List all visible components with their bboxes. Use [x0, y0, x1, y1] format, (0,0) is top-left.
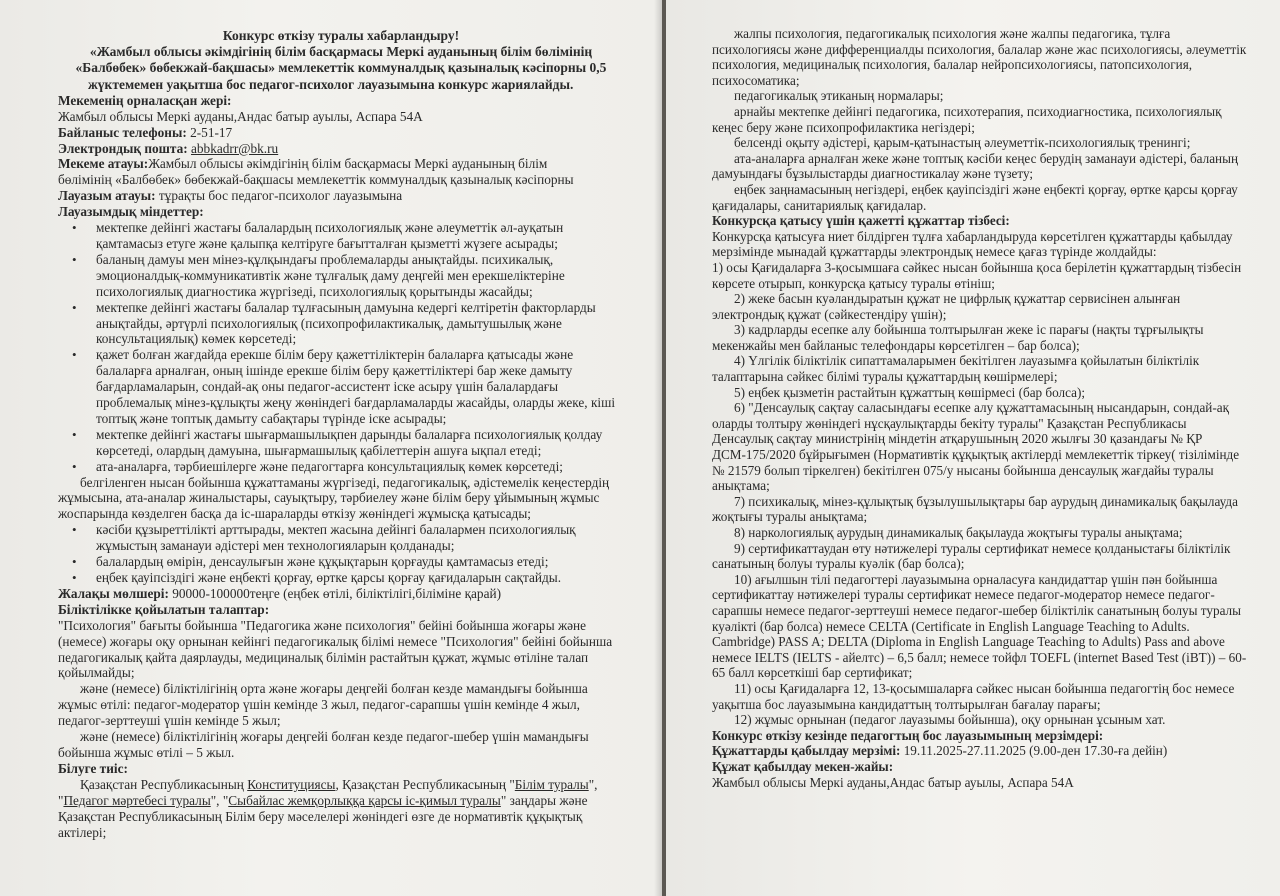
knowledge-item: жалпы психология, педагогикалық психология және жалпы педагогика, тұлға психологиясы және дифференциалды психология, балалар және жас психологиясы, әлеуметтік психология, медициналық психология, балалар нейропсихологиясы, патопсихология, психосоматика;: [712, 26, 1247, 88]
knowledge-item: ата-аналарға арналған жеке және топтық кәсіби кеңес берудің заманауи әдістері, баланың дамуындағы бұзылыстарды диагностикалау және түзету;: [712, 150, 1239, 182]
announcement-subtitle-line: «Жамбыл облысы әкімдігінің білім басқармасы Меркі ауданының білім бөлімінің: [89, 44, 593, 60]
email-link[interactable]: abbkadrr@bk.ru: [191, 140, 279, 156]
email-label: Электрондық пошта:: [58, 140, 188, 156]
anticorruption-law-link[interactable]: Сыбайлас жемқорлыққа қарсы іс-қимыл туралы: [228, 792, 501, 808]
knowledge-paragraph: [58, 777, 624, 841]
duty-item: • мектепке дейінгі жастағы балалардың психологиялық және әлеуметтік әл-ауқатын қамтамасыз етуге және қалыпқа келтіруге бағытталған қызметті жүзеге асырады;: [96, 220, 624, 252]
knowledge-text: " заңдары және Қазақстан Республикасының Білім беру мәселелері жөніндегі өзге де нормативтік құқықтық актілері;: [58, 792, 588, 840]
duty-item: • кәсіби құзыреттілікті арттырады, мектеп жасына дейінгі балалармен психологиялық жұмыстың заманауи әдістері мен технологияларын қолданады;: [96, 522, 624, 554]
duty-item: • балалардың өмірін, денсаулығын және құқықтарын қорғауды қамтамасыз етеді;: [96, 554, 624, 570]
position-label: Лауазым атауы:: [58, 188, 156, 204]
document-item: 8) наркологиялық аурудың динамикалық бақылауда жоқтығы туралы анықтама;: [734, 525, 1183, 540]
phone-line: [58, 125, 624, 141]
requirements-paragraph: және (немесе) біліктілігінің орта және жоғары деңгейі болған кезде мамандығы бойынша жұмыс өтілі: педагог-модератор үшін кемінде 3 жыл, педагог-сарапшы үшін кемінде 4 жыл, педагог-зерттеуші үшін кемінде 5 жыл;: [58, 681, 588, 729]
accept-label: Құжаттарды қабылдау мерзімі:: [712, 743, 904, 759]
document-item: 1) осы Қағидаларға 3-қосымшаға сәйкес нысан бойынша қоса берілетін құжаттардың тізбесін көрсете отырып, конкурсқа қатысу туралы өтініш;: [712, 259, 1242, 291]
document-item: 11) осы Қағидаларға 12, 13-қосымшаларға сәйкес нысан бойынша педагогтің бос немесе уақытша бос лауазымына кандидаттың толтырылған бағалау парағы;: [712, 680, 1235, 712]
knowledge-item: белсенді оқыту әдістері, қарым-қатынастың әлеуметтік-психологиялық тренингі;: [734, 135, 1191, 151]
duty-item: • еңбек қауіпсіздігі және еңбекті қорғау, өртке қарсы қорғау қағидаларын сақтайды.: [96, 570, 624, 586]
deadline-label: Конкурс өткізу кезінде педагогтың бос лауазымының мерзімдері:: [712, 727, 1104, 743]
document-item: 12) жұмыс орнынан (педагог лауазымы бойынша), оқу орнынан ұсыным хат.: [734, 712, 1166, 728]
document-item: 9) сертификаттаудан өту нәтижелері туралы сертификат немесе қолданыстағы біліктілік санатының болуы туралы куәлік (бар болса);: [712, 540, 1231, 572]
requirements-label: Біліктілікке қойылатын талаптар:: [58, 601, 270, 617]
document-item: 5) еңбек қызметін растайтын құжаттың көшірмесі (бар болса);: [734, 384, 1086, 400]
knowledge-label: Білуге тиіс:: [58, 760, 128, 776]
right-page: [666, 0, 1280, 896]
duty-item: • мектепке дейінгі жастағы шығармашылықпен дарынды балаларға психологиялық қолдау көрсетеді, олардың дамуына, шығармашылық қабілеттерін ашуға ықпал етеді;: [96, 427, 624, 459]
announcement-subtitle-line: жүктемемен уақытша бос педагог-психолог лауазымына конкурс жариялайды.: [88, 76, 574, 92]
org-value: Жамбыл облысы әкімдігінің білім басқармасы Меркі ауданының білім: [148, 156, 548, 172]
documents-intro: Конкурсқа қатысуға ниет білдірген тұлға хабарландыруда көрсетілген құжаттарды қабылдау мерзімінде мынадай құжаттарды электрондық немесе қағаз түрінде жолдайды:: [712, 228, 1233, 260]
org-line: [58, 156, 624, 172]
announcement-title: Конкурс өткізу туралы хабарландыру!: [222, 28, 460, 43]
education-law-link[interactable]: Білім туралы: [514, 776, 589, 792]
salary-line: [58, 586, 624, 602]
knowledge-text: ", ": [210, 792, 229, 808]
duties-list: [58, 220, 624, 475]
document-item: 2) жеке басын куәландыратын құжат не цифрлық құжаттар сервисінен алынған электрондық құжат (сәйкестендіру үшін);: [712, 291, 1181, 322]
location-value: Жамбыл облысы Меркі ауданы,Андас батыр ауылы, Аспара 54А: [58, 108, 423, 124]
duty-paragraph: белгіленген нысан бойынша құжаттаманы жүргізеді, педагогикалық, әдістемелік кеңестердің жұмысына, ата-аналар жиналыстары, сауықтыру, тәрбиелеу және білім беру ұйымының жұмыс жоспарында көзделген басқа да іс-шараларды өткізу жөніндегі жұмысқа қатысады;: [58, 474, 610, 522]
document-item: 7) психикалық, мінез-құлықтық бұзылушылықтары бар аурудың динамикалық бақылауда жоқтығы туралы анықтама;: [712, 493, 1238, 525]
duties-label: Лауазымдық міндеттер:: [58, 204, 204, 220]
duty-item: • баланың дамуы мен мінез-құлқындағы проблемаларды анықтайды. психикалық, эмоционалдық-коммуникативтік және тұлғалық даму деңгейі мен ерекшеліктеріне психологиялық диагностика жүргізеді, психологиялық қорытынды жасайды;: [96, 252, 624, 300]
address-label: Құжат қабылдау мекен-жайы:: [712, 758, 894, 774]
position-value: тұрақты бос педагог-психолог лауазымына: [155, 188, 403, 204]
documents-label: Конкурсқа қатысу үшін қажетті құжаттар тізбесі:: [712, 213, 1010, 229]
salary-label: Жалақы мөлшері:: [58, 585, 169, 601]
duty-item: • қажет болған жағдайда ерекше білім беру қажеттіліктерін балаларға қатысады және балаларға арналған, оның ішінде ерекше білім беру қажеттіліктері бар жеке дамыту бағдарламаларын, сондай-ақ оны педагог-ассистент іске асыру үшін балалардағы проблемалық мінез-құлықты жеңу жөніндегі бағдарламаларды жасайды, оларды жеке, кіші топтық және топтық дамыту сабақтары түрінде іске асырады;: [96, 347, 624, 427]
announcement-subtitle-line: «Балбөбек» бөбекжай-бақшасы» мемлекеттік коммуналдық қазыналық кәсіпорны 0,5: [75, 60, 607, 76]
knowledge-item: педагогикалық этиканың нормалары;: [734, 88, 944, 104]
constitution-link[interactable]: Конституциясы: [247, 776, 336, 792]
knowledge-item: еңбек заңнамасының негіздері, еңбек қауіпсіздігі және еңбекті қорғау, өртке қарсы қорғау қағидалары, санитариялық қағидалар.: [712, 181, 1238, 213]
email-line: [58, 141, 624, 157]
document-item: 3) кадрларды есепке алу бойынша толтырылған жеке іс парағы (нақты тұрғылықты мекенжайы мен байланыс телефондары көрсетілген – бар болса);: [712, 322, 1204, 353]
teacher-status-law-link[interactable]: Педагог мәртебесі туралы: [63, 792, 211, 808]
knowledge-item: арнайы мектепке дейінгі педагогика, психотерапия, психодиагностика, психологиялық кеңес беру және психопрофилактика негіздері;: [712, 103, 1222, 135]
phone-value: 2-51-17: [186, 124, 233, 140]
location-label: Мекеменің орналасқан жері:: [58, 92, 232, 108]
address-value: Жамбыл облысы Меркі ауданы,Андас батыр ауылы, Аспара 54А: [712, 774, 1074, 790]
duties-list-2: [58, 522, 624, 586]
requirements-paragraph: "Психология" бағыты бойынша "Педагогика және психология" бейіні бойынша жоғары және (немесе) жоғары оқу орнынан кейінгі педагогикалық білімі немесе "Психология" бейіні бойынша педагогикалық қайта даярлауды, медициналық білімін растайтын құжат, жұмыс өтіліне талап қойылмайды;: [58, 617, 613, 681]
duty-item: • мектепке дейінгі жастағы балалар тұлғасының дамуына кедергі келтіретін факторларды анықтайды, әртүрлі психологиялық (психопрофилактикалық, дамытушылық және консультациялық) көмек көрсетеді;: [96, 300, 624, 348]
accept-line: [712, 743, 1250, 759]
document-item: 10) ағылшын тілі педагогтері лауазымына орналасуға кандидаттар үшін пән бойынша сертификаттау нәтижелері туралы сертификат немесе педагог-модератор немесе педагог-сарапшы немесе педагог-зерттеуші немесе педагог-шебер біліктілік санатының болуы туралы куәлікті (бар болса) немесе CELTA (Certificate in English Language Teaching to Adults. Cambridge) PASS A; DELTA (Diploma in English Language Teaching to Adults) Pass and above немесе IELTS (IELTS - айелтс) – 6,5 балл; немесе тойфл TOEFL (internet Based Test (iBT)) – 60-65 балл көрсеткіші бар сертификат;: [712, 571, 1247, 681]
knowledge-text: Қазақстан Республикасының: [80, 776, 248, 792]
knowledge-text: , Қазақстан Республикасының ": [335, 776, 515, 792]
org-label: Мекеме атауы:: [58, 156, 149, 172]
document-item: 6) "Денсаулық сақтау саласындағы есепке алу құжаттамасының нысандарын, сондай-ақ оларды толтыру жөніндегі нұсқаулықтарды бекіту туралы" Қазақстан Республикасы Денсаулық сақтау министрінің міндетін атқарушының 2020 жылғы 30 қазандағы № ҚР ДСМ-175/2020 бұйрығымен (Нормативтік құқықтық актілерді мемлекеттік тіркеу( тізілімінде № 21579 болып тіркелген) бекітілген 075/у нысаны бойынша денсаулық жағдайы туралы анықтама;: [712, 400, 1240, 494]
knowledge-text: ", ": [58, 776, 598, 808]
duty-item: • ата-аналарға, тәрбиешілерге және педагогтарға консультациялық көмек көрсетеді;: [96, 459, 624, 475]
accept-value: 19.11.2025-27.11.2025 (9.00-ден 17.30-ға дейін): [903, 743, 1168, 759]
phone-label: Байланыс телефоны:: [58, 124, 187, 140]
requirements-paragraph: және (немесе) біліктілігінің жоғары деңгейі болған кезде педагог-шебер үшін мамандығы бойынша жұмыс өтілі – 5 жыл.: [58, 729, 589, 760]
org-value-cont: бөлімінің «Балбөбек» бөбекжай-бақшасы мемлекеттік коммуналдық қазыналық кәсіпорны: [58, 172, 574, 188]
position-line: [58, 188, 624, 204]
document-item: 4) Үлгілік біліктілік сипаттамаларымен бекітілген лауазымға қойылатын біліктілік талаптарына сәйкес білімі туралы құжаттардың көшірмелері;: [712, 353, 1200, 385]
salary-value: 90000-100000теңге (еңбек өтілі, біліктілігі,біліміне қарай): [168, 585, 502, 601]
